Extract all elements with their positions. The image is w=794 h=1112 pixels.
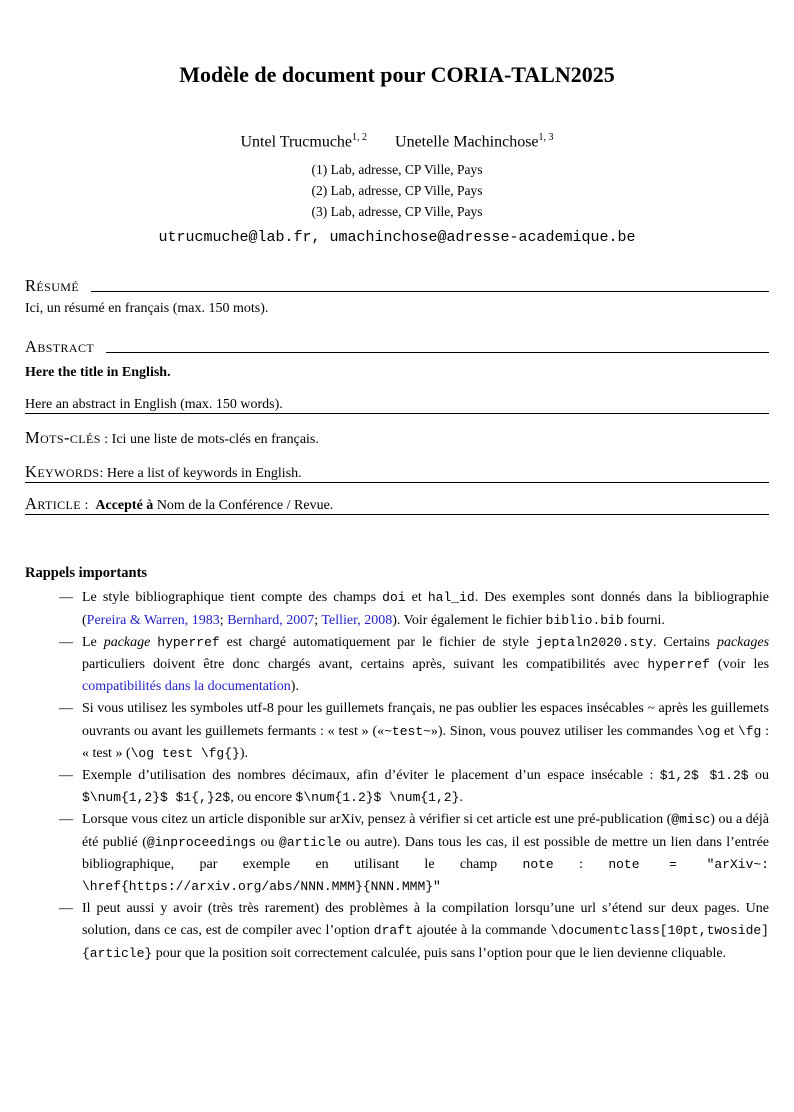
reminder-item	[59, 698, 769, 765]
text-run: $\num{1,2}$ $1{,}2$	[82, 790, 231, 806]
text-run: Le style bibliographique tient compte des champs	[82, 590, 383, 606]
text-run: »). Sinon, vous pouvez utiliser les commandes	[430, 723, 697, 739]
text-run: $\num{1.2}$ \num{1,2}	[295, 790, 460, 806]
text-run: pour que la position soit correctement calculée, puis sans l’option pour que le lien devienne cliquable.	[152, 945, 727, 961]
item-dash-marker: —	[59, 701, 73, 717]
abstract-rule	[106, 337, 769, 353]
text-run: ) ou a déjà été publié (	[82, 812, 770, 850]
mots-cles-text: Ici une liste de mots-clés en français.	[111, 432, 319, 448]
text-run: ou	[256, 834, 280, 850]
text-run: ). Voir également le fichier	[392, 612, 546, 628]
metadata-block	[25, 276, 769, 515]
text-run: note	[522, 856, 554, 872]
text-run: fourni.	[623, 612, 665, 628]
author-emails: utrucmuche@lab.fr, umachinchose@adresse-academique.be	[158, 229, 636, 247]
reminders-heading: Rappels importants	[25, 565, 148, 582]
text-run: \fg	[737, 723, 762, 739]
author-2	[395, 132, 554, 151]
item-dash-marker: —	[59, 634, 73, 650]
text-run: : « test » (	[82, 723, 769, 761]
text-run: ;	[314, 612, 322, 628]
article-status-line	[25, 494, 769, 514]
reminder-item	[59, 809, 769, 898]
resume-rule	[91, 276, 769, 292]
text-run: ~test~	[384, 723, 431, 739]
author-1-affiliation-marks: 1, 2	[352, 132, 368, 143]
text-run: , ou encore	[230, 790, 296, 806]
author-2-affiliation-marks: 1, 3	[538, 132, 554, 143]
item-dash-marker: —	[59, 767, 73, 783]
text-run: \documentclass[10pt,twoside]{article}	[82, 923, 769, 961]
item-text	[82, 698, 769, 765]
text-run: @article	[279, 834, 342, 850]
text-run: $1,2$ $1.2$	[659, 767, 749, 783]
reminder-item	[59, 587, 769, 631]
text-run: et	[405, 590, 428, 606]
article-venue: Nom de la Conférence / Revue.	[153, 498, 334, 514]
text-run: Lorsque vous citez un article disponible sur arXiv, pensez à vérifier si cet article est une pré-publication (	[82, 812, 672, 828]
keywords-label: Keywords	[25, 462, 100, 482]
item-text	[82, 765, 769, 809]
resume-label: Résumé	[25, 276, 80, 296]
abstract-section-header	[25, 337, 769, 357]
divider-below-article-status	[25, 514, 769, 515]
item-dash-marker: —	[59, 901, 73, 917]
text-run: packages	[716, 634, 770, 650]
text-run: biblio.bib	[545, 612, 624, 628]
abstract-label: Abstract	[25, 337, 95, 357]
text-run: \og test \fg{}	[130, 745, 240, 761]
text-run: ;	[219, 612, 228, 628]
item-dash-marker: —	[59, 590, 73, 606]
paper-title: Modèle de document pour CORIA-TALN2025	[179, 62, 615, 87]
keywords-separator: :	[99, 466, 107, 482]
affiliation-line-3: (3) Lab, adresse, CP Ville, Pays	[311, 204, 483, 220]
text-run: Si vous utilisez les symboles utf-8 pour les guillemets français, ne pas oublier les espaces insécables ~ après les guillemets ouvrants ou avant les guillemets fermants : « test » («	[82, 701, 769, 739]
text-run: ).	[290, 679, 299, 695]
text-run: hal_id	[427, 590, 475, 606]
author-1-name: Untel Trucmuche	[240, 133, 353, 151]
article-separator: :	[81, 498, 89, 514]
hyperlink[interactable]: compatibilités dans la documentation	[82, 679, 291, 695]
text-run: jeptaln2020.sty	[535, 634, 653, 650]
reminders-list	[25, 587, 769, 964]
text-run: .	[459, 790, 463, 806]
authors-line	[25, 132, 769, 151]
english-title: Here the title in English.	[25, 365, 171, 381]
item-text	[82, 632, 769, 699]
text-run: Il peut aussi y avoir (très très rarement) des problèmes à la compilation lorsqu’une url s’étend sur deux pages. Une solution, dans ce cas, est de compiler avec l’option	[82, 901, 769, 939]
text-run: draft	[373, 923, 413, 939]
text-run: package	[103, 634, 151, 650]
text-run: . Certains	[652, 634, 717, 650]
author-1	[240, 132, 367, 151]
text-run: et	[720, 723, 738, 739]
text-run: particuliers doivent être donc chargés avant, certains après, suivant les compatibilités avec	[82, 656, 648, 672]
text-run: @inproceedings	[146, 834, 257, 850]
citation-link[interactable]: Pereira & Warren, 1983	[86, 612, 220, 628]
divider-under-abstract	[25, 413, 769, 414]
affiliation-line-1: (1) Lab, adresse, CP Ville, Pays	[311, 162, 483, 178]
reminder-item	[59, 898, 769, 965]
text-run: \og	[696, 723, 721, 739]
reminder-item	[59, 632, 769, 699]
mots-cles-label: Mots-clés	[25, 428, 101, 448]
item-text	[82, 587, 769, 631]
text-run: @misc	[671, 812, 711, 828]
affiliations-block	[25, 159, 769, 222]
author-2-name: Unetelle Machinchose	[395, 133, 539, 151]
resume-section-header	[25, 276, 769, 296]
text-run: hyperref	[157, 634, 220, 650]
text-run: doi	[382, 590, 406, 606]
affiliation-line-2: (2) Lab, adresse, CP Ville, Pays	[311, 183, 483, 199]
item-text	[82, 809, 769, 898]
text-run: ).	[239, 745, 248, 761]
resume-text: Ici, un résumé en français (max. 150 mots).	[25, 301, 269, 317]
article-label: Article	[25, 494, 81, 514]
article-status-value: Accepté à	[95, 498, 154, 514]
text-run: . Des exemples sont donnés dans la bibliographie (	[82, 590, 770, 628]
citation-link[interactable]: Bernhard, 2007	[227, 612, 315, 628]
text-run: :	[553, 856, 609, 872]
text-run: ajoutée à la commande	[412, 923, 551, 939]
text-run: note = "arXiv~: \href{https://arxiv.org/abs/NNN.MMM}{NNN.MMM}"	[82, 856, 769, 894]
abstract-text: Here an abstract in English (max. 150 words).	[25, 397, 283, 413]
text-run: Exemple d’utilisation des nombres décimaux, afin d’éviter le placement d’un espace insécable :	[82, 767, 660, 783]
text-run: est chargé automatiquement par le fichier de style	[219, 634, 536, 650]
text-run: (voir les	[709, 656, 770, 672]
text-run: hyperref	[647, 656, 710, 672]
item-text	[82, 898, 769, 965]
text-run: Le	[82, 634, 104, 650]
divider-above-article-status	[25, 482, 769, 483]
citation-link[interactable]: Tellier, 2008	[321, 612, 393, 628]
keywords-text: Here a list of keywords in English.	[106, 466, 302, 482]
mots-cles-line	[25, 428, 769, 448]
item-dash-marker: —	[59, 812, 73, 828]
reminder-item	[59, 765, 769, 809]
mots-cles-separator: :	[100, 432, 112, 448]
text-run: ou autre). Dans tous les cas, il est possible de mettre un lien dans l’entrée bibliographique, par exemple en utilisant le champ	[82, 834, 769, 872]
keywords-line	[25, 462, 769, 482]
text-run: ou	[748, 767, 770, 783]
